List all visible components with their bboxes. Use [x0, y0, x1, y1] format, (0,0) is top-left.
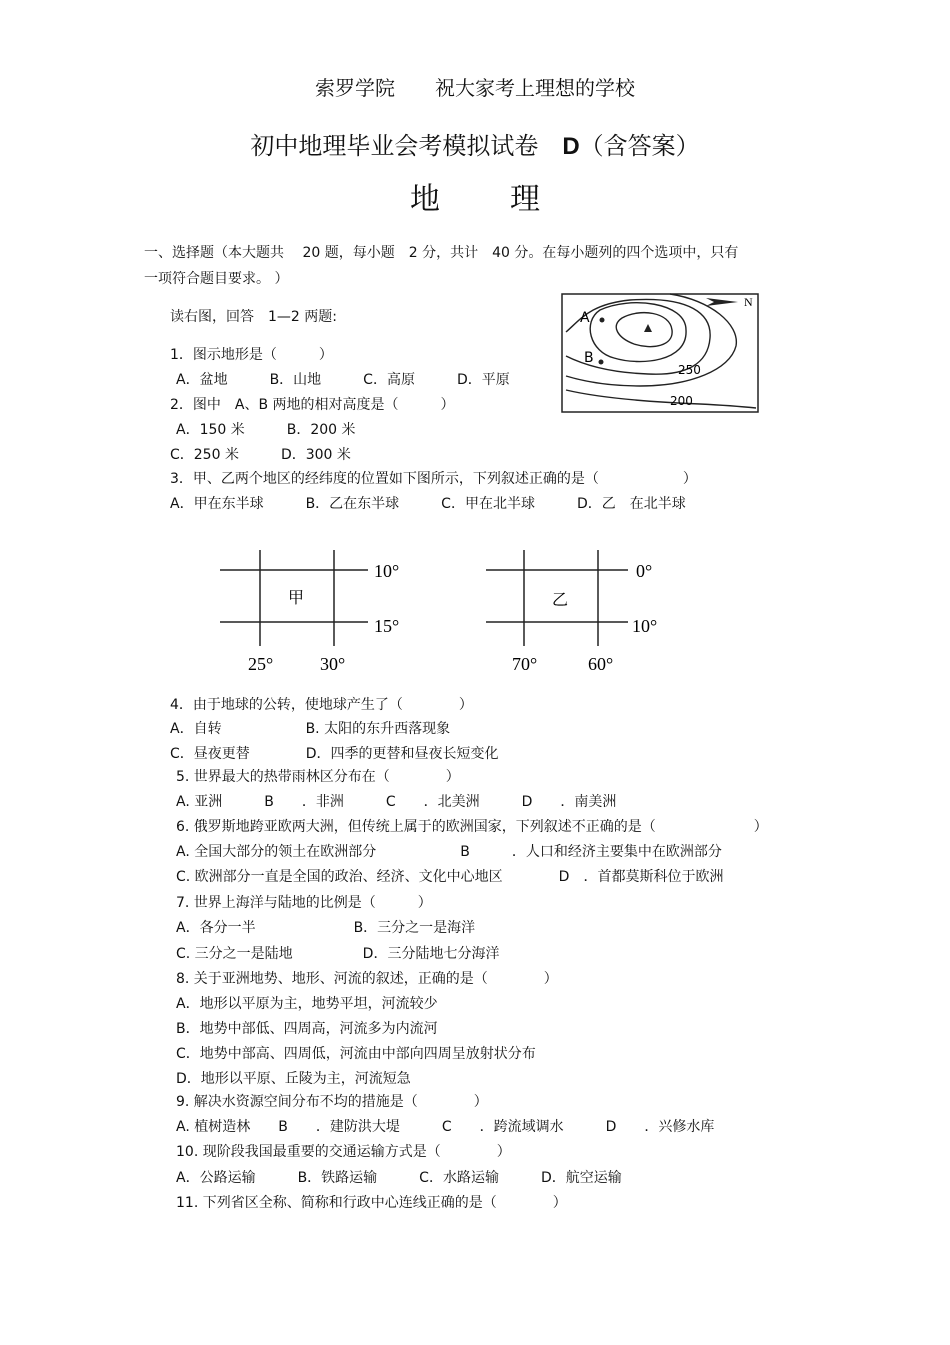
question-3: 3．甲、乙两个地区的经纬度的位置如下图所示，下列叙述正确的是（ ） — [170, 471, 697, 487]
title-prefix: 初中地理毕业会考模拟试卷 — [250, 132, 539, 160]
question-8-option-d: D．地形以平原、丘陵为主，河流短急 — [176, 1071, 411, 1087]
grid-yi — [484, 546, 694, 676]
question-7-options-ab: A．各分一半 B．三分之一是海洋 — [176, 920, 476, 936]
yi-label: 乙 — [552, 590, 569, 609]
question-2-options-ab: A．150 米 B．200 米 — [176, 422, 356, 438]
question-9: 9. 解决水资源空间分布不均的措施是（ ） — [176, 1094, 488, 1110]
yi-lat-top-label: 0° — [636, 561, 653, 581]
question-8-option-a: A．地形以平原为主，地势平坦，河流较少 — [176, 996, 438, 1012]
question-7-options-cd: C. 三分之一是陆地 D．三分陆地七分海洋 — [176, 946, 500, 962]
section-instruction-line2: 一项符合题目要求。 ） — [144, 271, 289, 287]
question-5: 5. 世界最大的热带雨林区分布在（ ） — [176, 769, 460, 785]
exam-title — [0, 126, 950, 161]
jia-lat-bottom-label: 15° — [374, 616, 400, 636]
question-2-options-cd: C．250 米 D．300 米 — [170, 447, 351, 463]
yi-lon-left-label: 70° — [512, 654, 538, 674]
question-6-options-ab: A. 全国大部分的领土在欧洲部分 B ．人口和经济主要集中在欧洲部分 — [176, 844, 722, 860]
contour-200 — [566, 390, 756, 408]
question-10: 10. 现阶段我国最重要的交通运输方式是（ ） — [176, 1144, 511, 1160]
yi-lon-right-label: 60° — [588, 654, 614, 674]
contour-200-label: 200 — [670, 394, 693, 408]
contour-250-label: 250 — [678, 363, 701, 377]
question-3-options: A．甲在东半球 B．乙在东半球 C．甲在北半球 D．乙 在北半球 — [170, 496, 686, 512]
contour-map — [560, 290, 762, 416]
title-letter: D — [562, 133, 580, 160]
section-instruction-line1: 一、选择题（本大题共 20 题，每小题 2 分，共计 40 分。在每小题列的四个选项中，只有 — [144, 245, 739, 261]
question-8: 8. 关于亚洲地势、地形、河流的叙述，正确的是（ ） — [176, 971, 558, 987]
north-arrow-icon — [706, 298, 738, 306]
question-11: 11. 下列省区全称、简称和行政中心连线正确的是（ ） — [176, 1195, 567, 1211]
grid-jia — [216, 546, 426, 676]
question-4: 4．由于地球的公转，使地球产生了（ ） — [170, 697, 473, 713]
question-8-option-c: C．地势中部高、四周低，河流由中部向四周呈放射状分布 — [176, 1046, 536, 1062]
jia-label: 甲 — [288, 588, 305, 607]
summit-triangle-icon — [644, 324, 652, 332]
question-10-options: A．公路运输 B．铁路运输 C．水路运输 D．航空运输 — [176, 1170, 622, 1186]
title-suffix: （含答案） — [579, 132, 700, 160]
question-4-options-ab: A．自转 B. 太阳的东升西落现象 — [170, 721, 451, 737]
subject-title: 地理 — [410, 182, 610, 217]
question-4-options-cd: C．昼夜更替 D．四季的更替和昼夜长短变化 — [170, 746, 499, 762]
question-5-options: A. 亚洲 B ．非洲 C ．北美洲 D ．南美洲 — [176, 794, 617, 810]
label-b: B — [584, 350, 594, 366]
question-7: 7. 世界上海洋与陆地的比例是（ ） — [176, 895, 432, 911]
contour-inner — [616, 313, 672, 347]
question-2: 2．图中 A、B 两地的相对高度是（ ） — [170, 397, 455, 413]
read-instruction: 读右图，回答 1—2 两题: — [170, 309, 337, 325]
north-label: N — [744, 295, 753, 309]
yi-lat-bottom-label: 10° — [632, 616, 658, 636]
point-b-dot — [599, 360, 604, 365]
label-a: A — [580, 310, 590, 326]
question-1: 1．图示地形是（ ） — [170, 347, 333, 363]
jia-lon-left-label: 25° — [248, 654, 274, 674]
question-6: 6. 俄罗斯地跨亚欧两大洲，但传统上属于的欧洲国家，下列叙述不正确的是（ ） — [176, 819, 768, 835]
point-a-dot — [600, 318, 605, 323]
question-1-options: A．盆地 B．山地 C．高原 D．平原 — [176, 372, 510, 388]
page-header: 索罗学院 祝大家考上理想的学校 — [315, 76, 635, 100]
jia-lon-right-label: 30° — [320, 654, 346, 674]
question-8-option-b: B．地势中部低、四周高，河流多为内流河 — [176, 1021, 438, 1037]
question-9-options: A. 植树造林 B ．建防洪大堤 C ．跨流域调水 D ．兴修水库 — [176, 1119, 715, 1135]
jia-lat-top-label: 10° — [374, 561, 400, 581]
question-6-options-cd: C. 欧洲部分一直是全国的政治、经济、文化中心地区 D ．首都莫斯科位于欧洲 — [176, 869, 724, 885]
contour-outer-a — [566, 294, 736, 386]
